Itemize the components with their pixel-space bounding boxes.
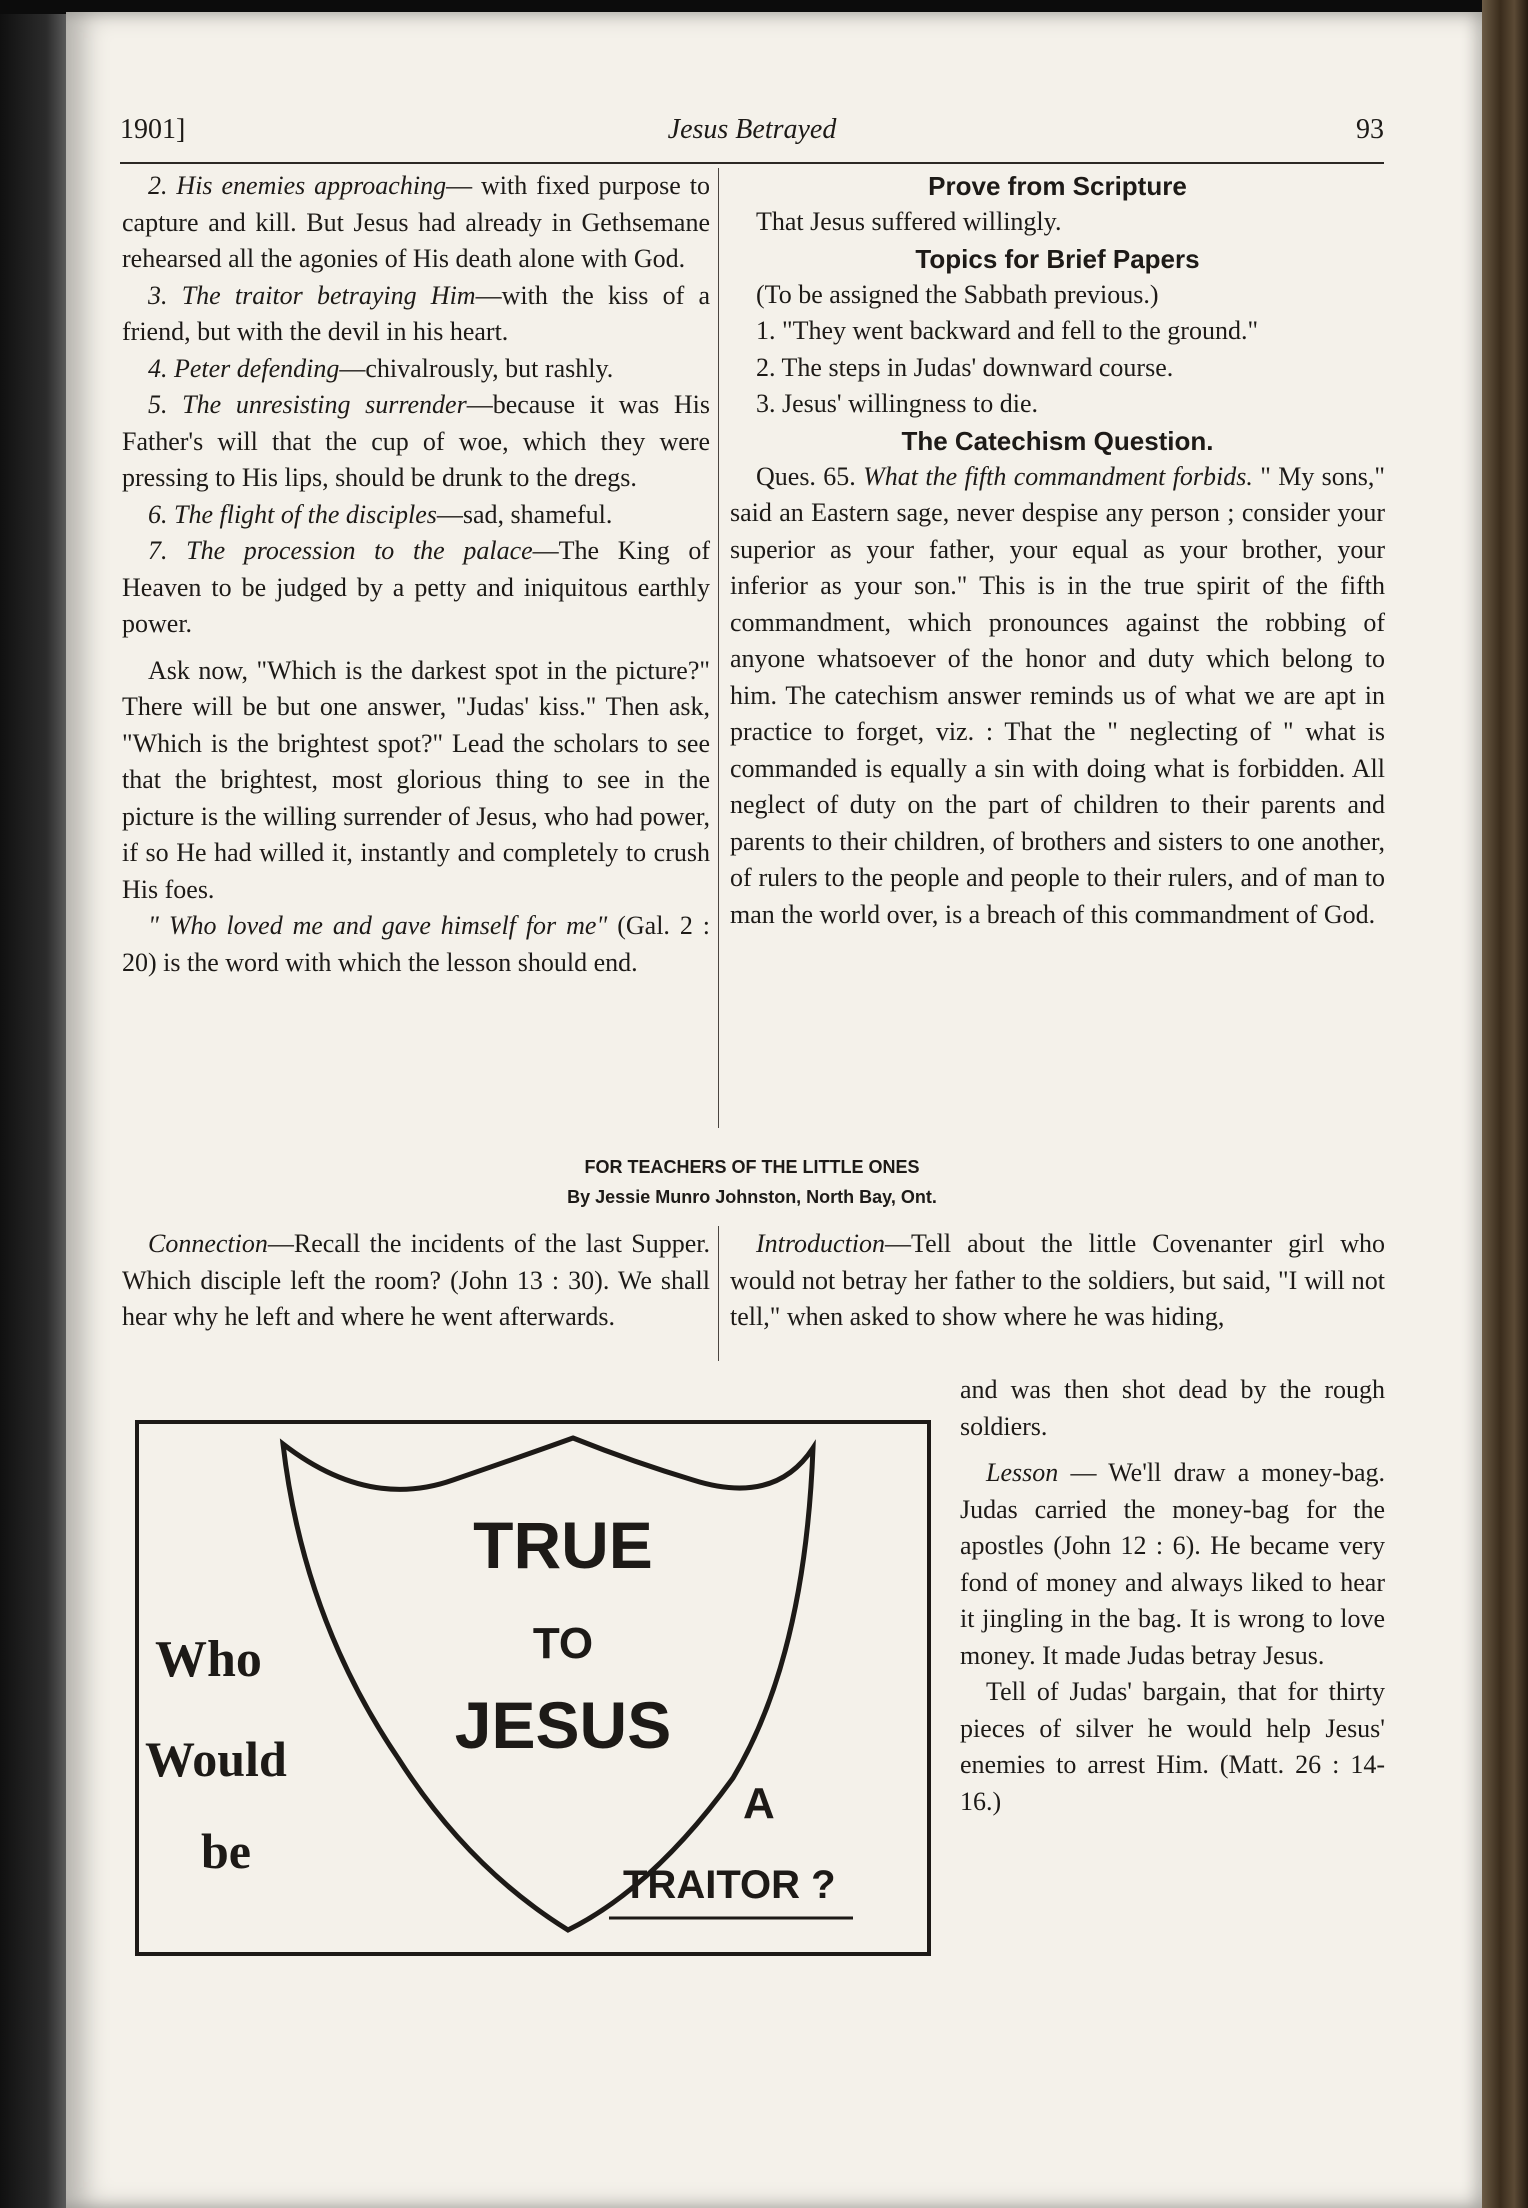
point-7: 7. The procession to the palace—The King of Heaven to be judged by a petty and iniquitous earthly power. — [122, 536, 710, 638]
point-6: 6. The flight of the disciples—sad, shameful. — [148, 499, 613, 529]
introduction-paragraph: Introduction—Tell about the little Covenanter girl who would not betray her father to the soldiers, but said, "I will not tell," when asked to show where he was hiding, — [730, 1229, 1385, 1331]
little-ones-heading: FOR TEACHERS OF THE LITTLE ONES — [584, 1157, 920, 1177]
left-column — [122, 168, 710, 981]
catechism-paragraph: Ques. 65. What the fifth commandment forbids. " My sons," said an Eastern sage, never despise any person ; consider your superior as your father, your equal as your brother, your inferior as your son." This is in the true spirit of the fifth commandment, which pronounces against the robbing of anyone whatsoever of the honor and duty which belong to him. The catechism answer reminds us of what we are apt in practice to forget, viz. : That the " neglecting of " what is commanded is equally a sin with doing what is forbidden. All neglect of duty on the part of children to their parents and parents to their children, of brothers and sisters to one another, of rulers to the people and people to their rulers, and of man to man the world over, is a breach of this commandment of God. — [730, 461, 1386, 929]
point-4: 4. Peter defending—chivalrously, but rashly. — [148, 353, 614, 383]
point-2: 2. His enemies approaching— with fixed purpose to capture and kill. But Jesus had already in Gethsemane rehearsed all the agonies of His death alone with God. — [122, 171, 710, 273]
topics-note: (To be assigned the Sabbath previous.) — [756, 279, 1159, 309]
word-would: Would — [145, 1731, 287, 1787]
connection-paragraph: Connection—Recall the incidents of the last Supper. Which disciple left the room? (John 13 : 30). We shall hear why he left and where he went afterwards. — [122, 1229, 710, 1331]
running-header — [120, 114, 1384, 154]
little-ones-byline: By Jessie Munro Johnston, North Bay, Ont. — [567, 1187, 937, 1207]
column-divider-lower — [718, 1226, 719, 1361]
word-who: Who — [155, 1631, 262, 1688]
point-3: 3. The traitor betraying Him—with the kiss of a friend, but with the devil in his heart. — [122, 280, 710, 346]
topic-2: 2. The steps in Judas' downward course. — [756, 352, 1174, 382]
prove-heading: Prove from Scripture — [928, 171, 1187, 201]
word-traitor: TRAITOR ? — [623, 1863, 836, 1907]
prove-text: That Jesus suffered willingly. — [756, 207, 1062, 236]
catechism-heading: The Catechism Question. — [901, 425, 1214, 456]
page-number: 93 — [1356, 114, 1384, 145]
closing-verse: " Who loved me and gave himself for me" (Gal. 2 : 20) is the word with which the lesson should end. — [122, 911, 710, 977]
header-title: Jesus Betrayed — [667, 114, 837, 145]
lesson-column — [960, 1372, 1385, 1820]
topic-1: 1. "They went backward and fell to the ground." — [756, 316, 1259, 345]
little-ones-heading-block — [120, 1152, 1384, 1212]
topic-3: 3. Jesus' willingness to die. — [756, 389, 1039, 418]
word-be: be — [201, 1823, 251, 1879]
introduction-continued: and was then shot dead by the rough soldiers. — [960, 1375, 1385, 1441]
scan-left-margin — [0, 0, 66, 2208]
shield-word-true: TRUE — [473, 1508, 653, 1582]
point-5: 5. The unresisting surrender—because it was His Father's will that the cup of woe, which they were pressing to His lips, should be drunk to the dregs. — [122, 390, 710, 492]
introduction-column — [730, 1226, 1385, 1336]
ask-paragraph: Ask now, "Which is the darkest spot in the picture?" There will be but one answer, "Judas' kiss." Then ask, "Which is the brightest spot?" Lead the scholars to see that the brightest, most glorious thing to see in the picture is the willing surrender of Jesus, who had power, if so He had willed it, instantly and completely to crush His foes. — [122, 655, 710, 904]
word-a: A — [743, 1779, 775, 1828]
connection-column — [122, 1226, 710, 1336]
lesson-paragraph: Lesson — We'll draw a money-bag. Judas carried the money-bag for the apostles (John 12 : 6). He became very fond of money and always liked to hear it jingling in the bag. It is wrong to love money. It made Judas betray Jesus. — [960, 1458, 1385, 1670]
shield-word-jesus: JESUS — [454, 1688, 672, 1762]
bargain-paragraph: Tell of Judas' bargain, that for thirty pieces of silver he would help Jesus' enemies to arrest Him. (Matt. 26 : 14-16.) — [960, 1677, 1385, 1816]
header-rule — [120, 162, 1384, 164]
header-year: 1901] — [120, 114, 186, 145]
topics-heading: Topics for Brief Papers — [915, 243, 1200, 274]
shield-word-to: TO — [532, 1619, 594, 1668]
blackboard-illustration — [133, 1418, 933, 1958]
book-binding-edge — [1482, 0, 1528, 2208]
right-column — [730, 168, 1385, 933]
column-divider — [718, 168, 719, 1128]
